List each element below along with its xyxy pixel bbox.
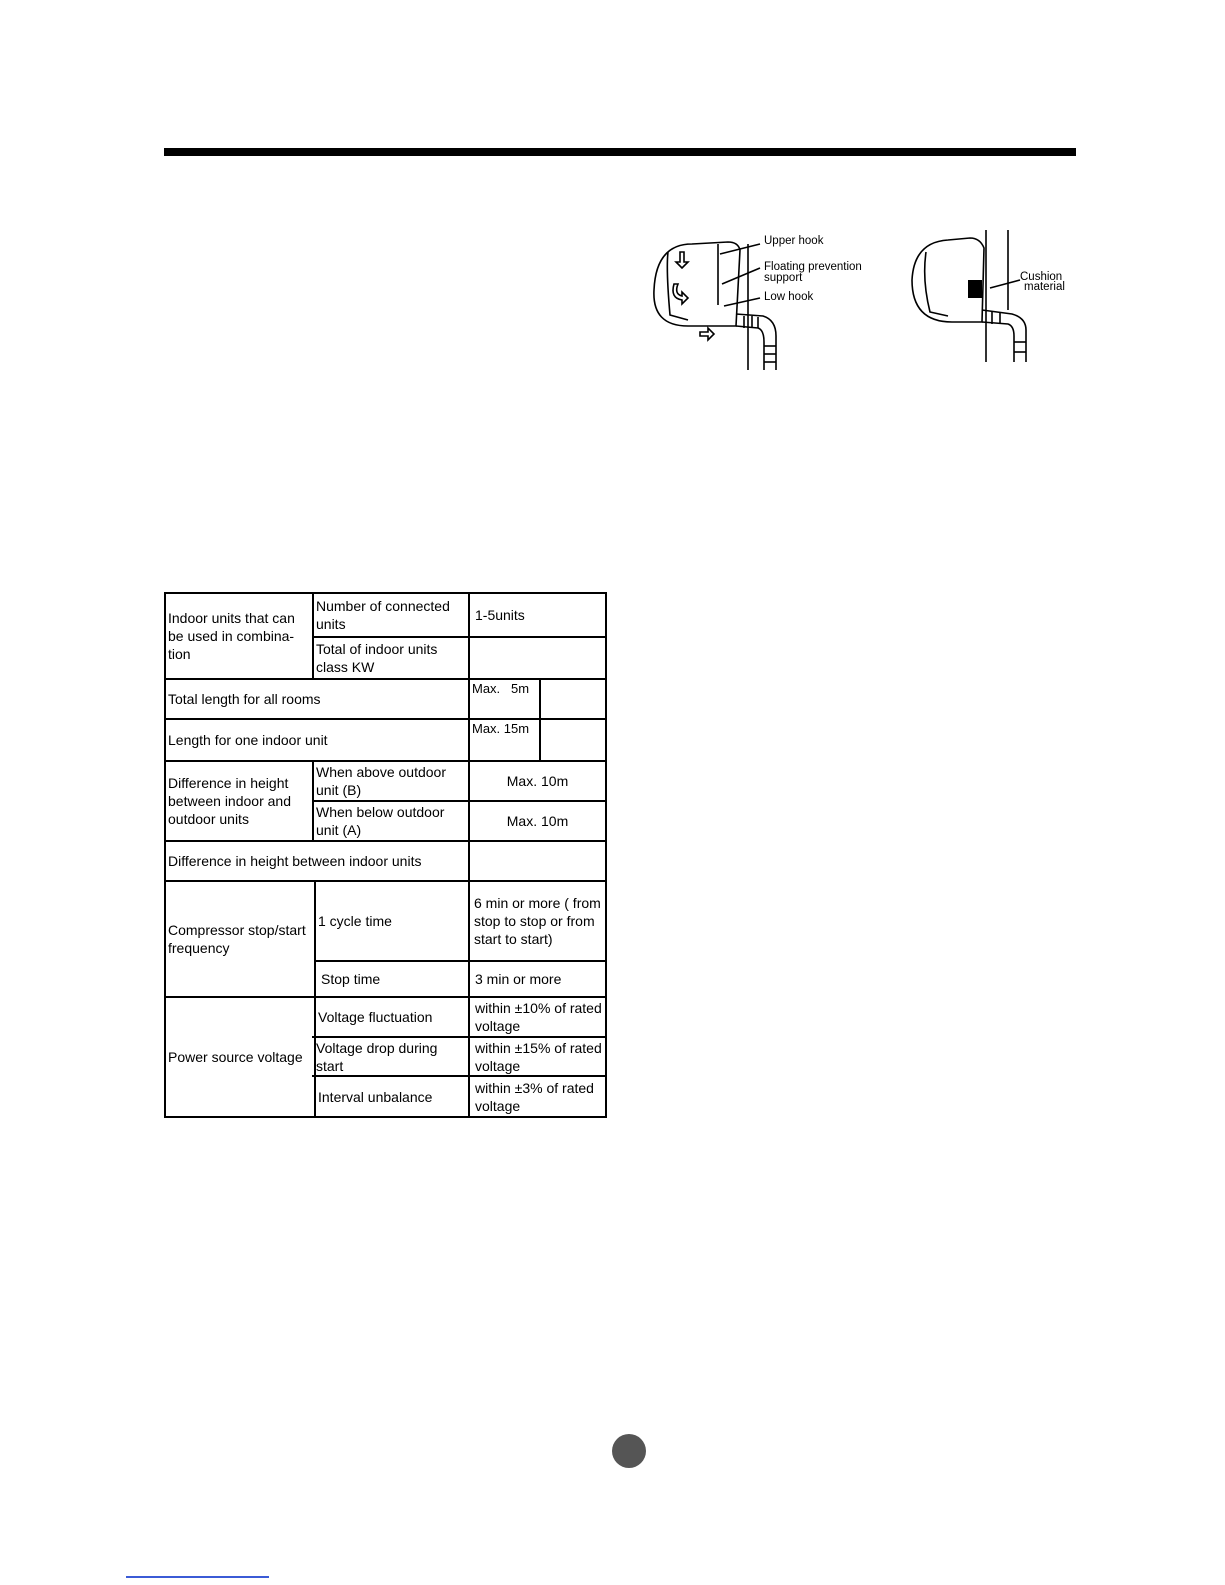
cell-height-indoor: Difference in height between indoor units [168,853,422,869]
cell-number-connected-value: 1-5units [475,607,525,623]
cell-indoor-units: Indoor units that can be used in combina-tion [168,610,295,662]
cell-below: When below outdoor unit (A) [316,804,445,838]
floating-support-label-1: Floating prevention [764,261,862,273]
page-number-dot [612,1434,646,1468]
cell-unbal: Interval unbalance [318,1088,433,1105]
spec-table [164,592,607,1118]
cell-height-indoor-value [470,842,605,880]
cell-one-length-extra [541,720,605,760]
cell-below-value: Max. 10m [506,813,569,829]
cell-stop-value: 3 min or more [475,971,562,987]
cell-height-diff: Difference in height between indoor and outdoor units [168,775,291,827]
cell-drop-value: within ±15% of rated voltage [475,1039,602,1074]
cushion-label-1: Cushion [1020,271,1063,283]
cushion-label-2: material [1024,281,1065,293]
cushion-block [968,280,982,298]
cell-total-length-extra [541,680,605,718]
cell-cycle: 1 cycle time [318,913,392,929]
cell-above: When above outdoor unit (B) [316,764,446,798]
hook-diagram-svg [648,230,888,375]
cushion-diagram-svg [908,230,1078,375]
cell-fluct-value: within ±10% of rated voltage [475,1000,602,1034]
footer-link-underline[interactable] [126,1576,269,1578]
cell-one-length-max: Max. 15m [472,721,530,736]
cell-power: Power source voltage [168,1049,303,1065]
cell-total-class: Total of indoor units class KW [316,641,438,675]
floating-support-label-2: support [764,272,803,284]
cell-cycle-value: 6 min or more ( from stop to stop or from start to start) [474,895,601,947]
cushion-diagram [908,230,1078,375]
cell-fluct: Voltage fluctuation [318,1009,433,1025]
cell-compressor: Compressor stop/start frequency [168,922,306,956]
cell-one-length: Length for one indoor unit [168,732,328,748]
cell-total-class-value [470,638,605,678]
cell-drop: Voltage drop during start [316,1039,438,1074]
low-hook-label: Low hook [764,291,814,303]
cell-number-connected: Number of connected units [316,598,450,632]
cell-total-length-max: Max. 5m [472,681,530,696]
cell-stop: Stop time [321,971,381,987]
cell-above-value: Max. 10m [506,773,569,789]
upper-hook-label: Upper hook [764,235,824,247]
cell-total-length: Total length for all rooms [168,691,321,707]
cell-unbal-value: within ±3% of rated voltage [475,1079,594,1114]
hook-diagram [648,230,888,375]
header-rule [164,148,1076,156]
